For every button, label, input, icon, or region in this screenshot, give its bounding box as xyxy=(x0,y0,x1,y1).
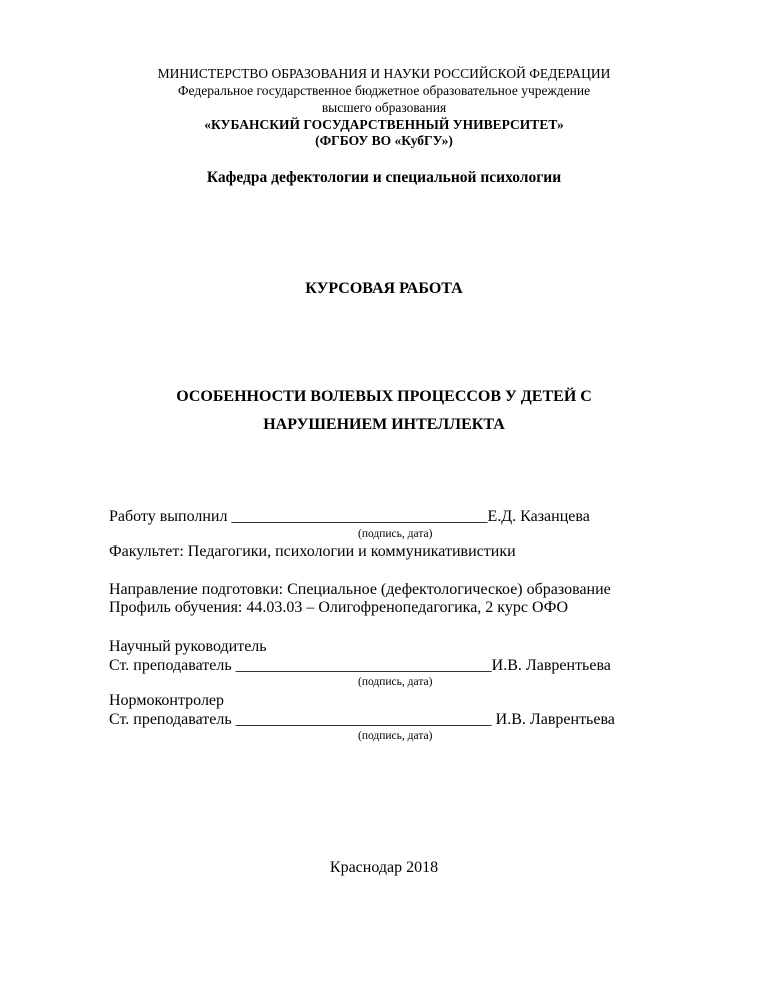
supervisor-signature-line: Ст. преподаватель ________________________________И.В. Лаврентьева xyxy=(109,657,611,674)
university-name: «КУБАНСКИЙ ГОСУДАРСТВЕННЫЙ УНИВЕРСИТЕТ» xyxy=(204,117,564,132)
direction-line: Направление подготовки: Специальное (дефектологическое) образование xyxy=(109,581,611,598)
department-name: Кафедра дефектологии и специальной психологии xyxy=(206,169,562,186)
normcontroller-title: Нормоконтролер xyxy=(109,692,225,709)
author-signature-line: Работу выполнил ________________________________Е.Д. Казанцева xyxy=(109,508,590,525)
faculty-line: Факультет: Педагогики, психологии и коммуникативистики xyxy=(109,543,516,560)
profile-line: Профиль обучения: 44.03.03 – Олигофренопедагогика, 2 курс ОФО xyxy=(109,599,569,616)
ministry-line: МИНИСТЕРСТВО ОБРАЗОВАНИЯ И НАУКИ РОССИЙСКОЙ ФЕДЕРАЦИИ xyxy=(157,66,611,81)
city-year: Краснодар 2018 xyxy=(329,859,439,876)
supervisor-signature-hint: (подпись, дата) xyxy=(358,676,433,688)
document-type: КУРСОВАЯ РАБОТА xyxy=(305,280,463,297)
normcontroller-signature-line: Ст. преподаватель ________________________________ И.В. Лаврентьева xyxy=(109,711,615,728)
institution-type-line-2: высшего образования xyxy=(321,100,447,115)
university-short-name: (ФГБОУ ВО «КубГУ») xyxy=(315,133,453,148)
supervisor-title: Научный руководитель xyxy=(109,638,267,655)
institution-type-line-1: Федеральное государственное бюджетное образовательное учреждение xyxy=(177,83,591,98)
author-signature-hint: (подпись, дата) xyxy=(358,528,433,540)
topic-line-2: НАРУШЕНИЕМ ИНТЕЛЛЕКТА xyxy=(263,416,505,433)
topic-line-1: ОСОБЕННОСТИ ВОЛЕВЫХ ПРОЦЕССОВ У ДЕТЕЙ С xyxy=(176,388,592,405)
normcontroller-signature-hint: (подпись, дата) xyxy=(358,730,433,742)
